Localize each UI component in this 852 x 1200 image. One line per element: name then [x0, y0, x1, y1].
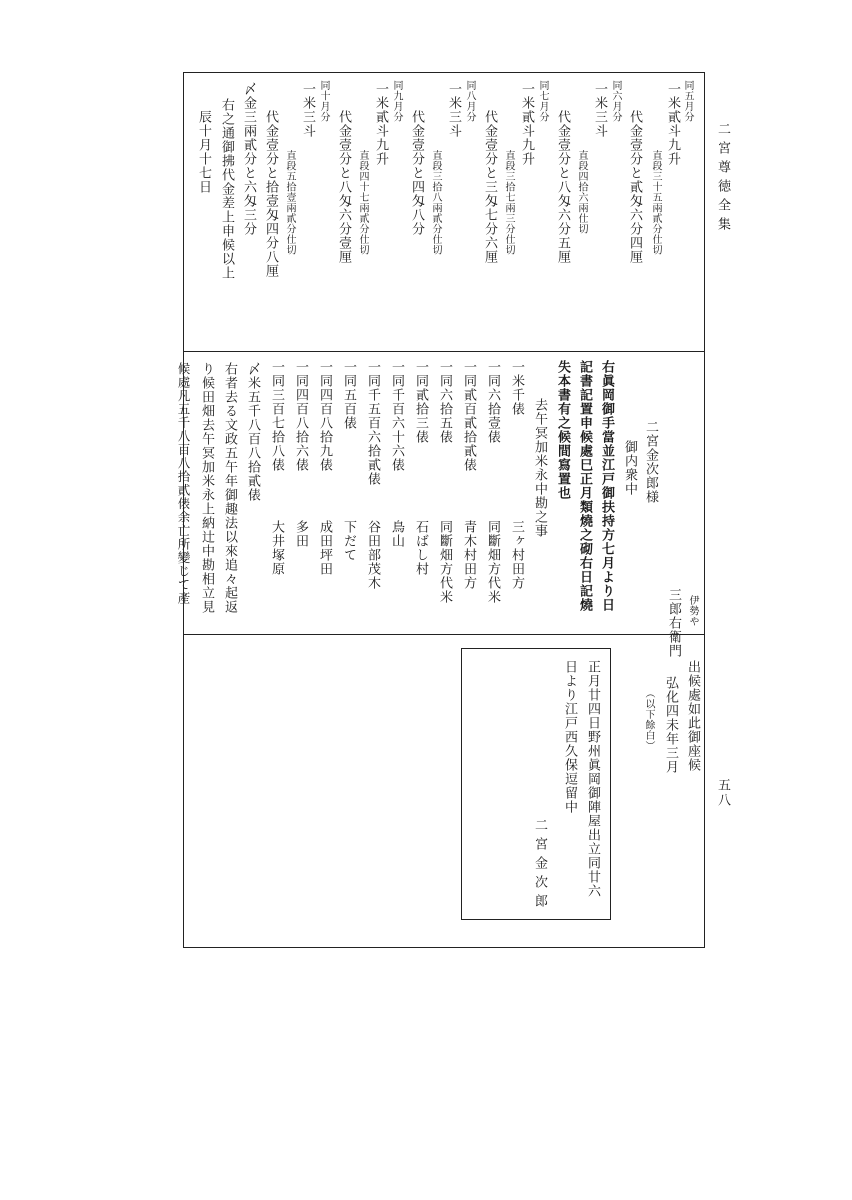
- entry-qty-5: 一同千百六十六俵: [389, 360, 404, 472]
- box-line-1: 日より江戸西久保逗留中: [562, 660, 577, 814]
- upper-line-9: 一米貳斗九升: [519, 82, 534, 166]
- upper-line-12: 同八月分: [464, 80, 475, 122]
- upper-line-16: 同九月分: [391, 80, 402, 122]
- sender-shop: 伊勢や: [687, 595, 698, 627]
- addressee-attendant: 御内衆中: [622, 440, 637, 496]
- upper-line-24: 〆金三兩貳分と六匁三分: [241, 82, 256, 236]
- upper-line-13: 一米三斗: [446, 82, 461, 138]
- total-line-3: 候處凡五千八百八拾貳俵余亡所變じて產: [176, 362, 191, 605]
- upper-line-1: 一米貳斗九升: [665, 82, 680, 166]
- omission-note: （以下餘白）: [643, 688, 654, 751]
- entry-place-9: 多田: [293, 520, 308, 548]
- section-divider-upper: [183, 351, 705, 352]
- box-line-0: 正月廿四日野州眞岡御陣屋出立同廿六: [585, 660, 600, 898]
- entry-qty-3: 一同六拾五俵: [437, 360, 452, 444]
- section-divider-lower: [183, 634, 705, 635]
- upper-line-6: 直段四拾六兩仕切: [576, 150, 587, 234]
- note-line-2: 失本書有之候間寫置也: [555, 360, 570, 500]
- entry-qty-2: 一同貳百貳拾貳俵: [461, 360, 476, 472]
- upper-line-3: 代金壹分と貳匁六分四厘: [627, 110, 642, 264]
- upper-line-21: 一米三斗: [300, 82, 315, 138]
- page-number: 五八: [715, 778, 730, 808]
- entry-qty-9: 一同四百八拾六俵: [293, 360, 308, 472]
- upper-line-18: 直段四十七兩貳分仕切: [357, 150, 368, 255]
- total-line-1: 右者去る文政五午年御趣法以來追々起返: [222, 362, 237, 614]
- upper-line-19: 代金壹分と八匁六分壹厘: [336, 110, 351, 264]
- note-line-1: 記書記置申候處巳正月類燒之砌右日記燒: [577, 360, 592, 612]
- upper-line-4: 同六月分: [610, 80, 621, 122]
- entry-qty-7: 一同五百俵: [341, 360, 356, 430]
- upper-line-11: 代金壹分と三匁七分六厘: [482, 110, 497, 264]
- upper-line-20: 同十月分: [318, 80, 329, 122]
- upper-line-5: 一米三斗: [592, 82, 607, 138]
- entry-place-5: 鳥山: [389, 520, 404, 548]
- entry-place-7: 下だて: [341, 520, 356, 562]
- entry-qty-0: 一米千俵: [509, 360, 524, 416]
- upper-line-25: 右之通御拂代金差上申候以上: [219, 98, 234, 280]
- upper-line-26: 辰十月十七日: [196, 110, 211, 194]
- upper-line-17: 一米貳斗九升: [373, 82, 388, 166]
- entry-qty-8: 一同四百八拾九俵: [317, 360, 332, 472]
- entry-place-0: 三ヶ村田方: [509, 520, 524, 590]
- running-header-title: 二宮尊徳全集: [715, 122, 730, 236]
- entry-place-8: 成田坪田: [317, 520, 332, 576]
- addressee: 二宮金次郎様: [643, 420, 658, 504]
- total-line-2: り候田畑去午冥加米永上納辻中勘相立見: [199, 362, 214, 614]
- entry-qty-1: 一同六拾壹俵: [485, 360, 500, 444]
- entry-qty-4: 一同貳拾三俵: [413, 360, 428, 444]
- upper-line-7: 代金壹分と八匁六分五厘: [555, 110, 570, 264]
- subject-line: 去午冥加米永中勘之事: [532, 398, 547, 538]
- entry-place-3: 同斷畑方代米: [437, 520, 452, 604]
- entry-qty-10: 一同三百七拾八俵: [269, 360, 284, 472]
- note-line-0: 右眞岡御手當並江戸御扶持方七月より日: [599, 360, 614, 612]
- upper-line-8: 同七月分: [537, 80, 548, 122]
- upper-line-0: 同五月分: [682, 80, 693, 122]
- entry-place-1: 同斷畑方代米: [485, 520, 500, 604]
- entry-place-2: 青木村田方: [461, 520, 476, 590]
- entry-place-10: 大井塚原: [269, 520, 284, 576]
- entry-place-4: 石ばし村: [413, 520, 428, 576]
- entry-place-6: 谷田部茂木: [365, 520, 380, 590]
- upper-line-15: 代金壹分と四匁八分: [409, 110, 424, 236]
- upper-line-23: 代金壹分と拾壹匁四分八厘: [263, 110, 278, 278]
- upper-line-2: 直段三十五兩貳分仕切: [650, 150, 661, 255]
- upper-line-14: 直段三拾八兩貳分仕切: [430, 150, 441, 255]
- sender-name: 三郎右衛門: [666, 588, 681, 658]
- box-signature: 二宮金次郎: [532, 818, 547, 913]
- total-line-0: 〆米五千八百八拾貳俵: [245, 362, 260, 502]
- lower-line-1: 弘化四未年三月: [663, 676, 678, 774]
- upper-line-22: 直段五拾壹兩貳分仕切: [284, 150, 295, 255]
- lower-line-0: 出候處如此御座候: [685, 660, 700, 772]
- entry-qty-6: 一同千五百六拾貳俵: [365, 360, 380, 486]
- upper-line-10: 直段三拾七兩三分仕切: [503, 150, 514, 255]
